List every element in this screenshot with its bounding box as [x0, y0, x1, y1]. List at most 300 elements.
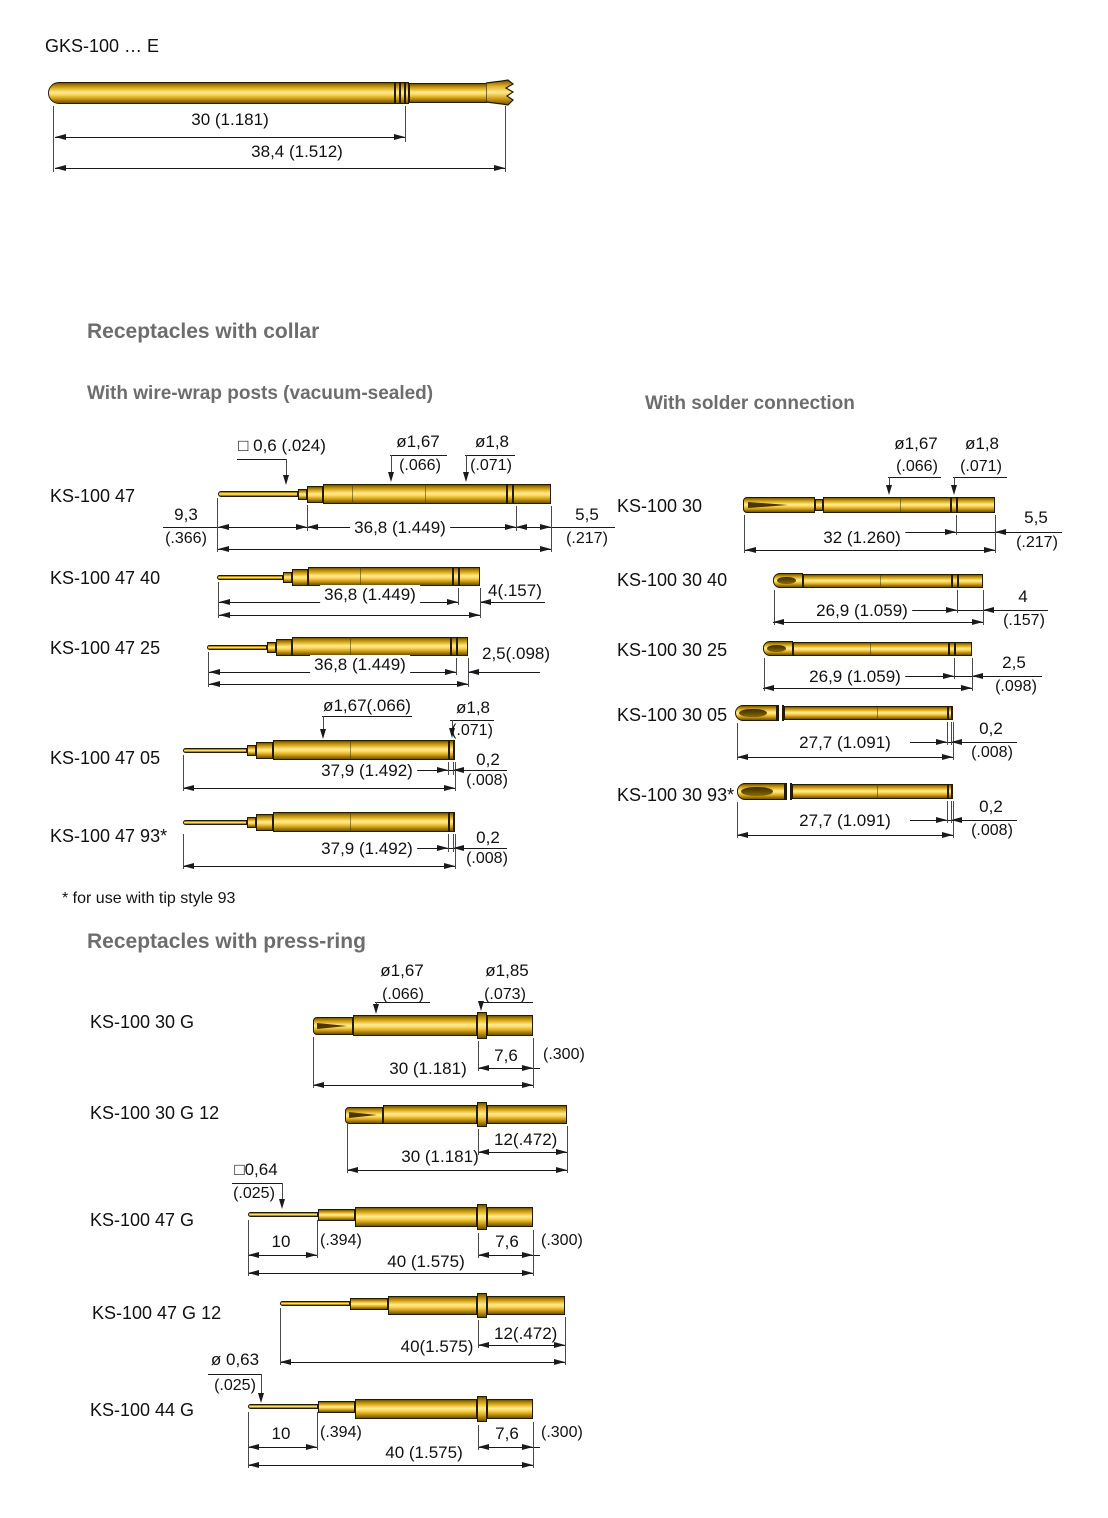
- dimension-arrow: [296, 524, 307, 530]
- footnote-tip-style: * for use with tip style 93: [62, 890, 236, 907]
- dim-text-ks10047g-dim_square: □0,64: [234, 1160, 278, 1179]
- dimension-arrow: [478, 1149, 489, 1155]
- extension-line: [448, 834, 449, 852]
- dimension-line: [280, 1362, 565, 1363]
- dim-text-ks10044g-dim_tail: 7,6: [495, 1424, 519, 1443]
- dimension-arrow: [306, 1444, 317, 1450]
- solder-slot: [777, 577, 796, 584]
- ring-line: [951, 706, 953, 720]
- dim-text-ks1003093-dim_tail: 0,2: [979, 797, 1003, 816]
- dimension-arrow: [522, 1252, 533, 1258]
- extension-line: [954, 658, 955, 679]
- dim-text-ks1004793-dim_body: 37,9 (1.492): [317, 839, 417, 858]
- extension-line: [957, 590, 958, 613]
- probe-label-ks1004793-label: KS-100 47 93*: [50, 826, 168, 846]
- solder-slot: [739, 709, 767, 717]
- heading-solder-connection: With solder connection: [645, 393, 855, 414]
- dim-text-ks10030-dia2: ø1,8: [964, 434, 1000, 453]
- heading-receptacles-press-ring: Receptacles with press-ring: [87, 930, 366, 953]
- dimension-arrow: [219, 612, 230, 618]
- dimension-arrow: [984, 547, 995, 553]
- dim-text-ks10030g12-dim_tail: 12(.472): [494, 1130, 558, 1149]
- dimension-arrow: [556, 1149, 567, 1155]
- dimension-arrow: [936, 739, 947, 745]
- probe-body: [323, 484, 551, 504]
- dim-text-ks10044g-dim_dia: ø 0,63: [210, 1350, 260, 1369]
- probe-label-ks1003025-label: KS-100 30 25: [617, 640, 728, 660]
- dim-text-ks10030g-dim_tail_in: (.300): [543, 1046, 585, 1063]
- dimension-arrow: [258, 1393, 264, 1403]
- dim-text-ks1003040-dim_body: 26,9 (1.059): [812, 601, 912, 620]
- dimension-arrow: [468, 669, 479, 675]
- dim-text-ks10044g-dim_post: 10: [271, 1424, 291, 1443]
- dim-text-ks1003005-dim_body: 27,7 (1.091): [795, 733, 895, 752]
- dim-text-ks1004793-dim_tail: 0,2: [476, 828, 500, 847]
- dim-text-ks10047-dia1_in: (.066): [399, 457, 441, 474]
- ring-line: [777, 705, 779, 721]
- dimension-line: [347, 1170, 567, 1171]
- probe-body: [477, 1293, 487, 1318]
- dimension-arrow: [447, 599, 458, 605]
- dimension-arrow: [763, 685, 774, 691]
- probe-body: [308, 567, 480, 586]
- dimension-arrow: [745, 547, 756, 553]
- dimension-arrow: [280, 1359, 291, 1365]
- probe-body: [283, 572, 292, 583]
- dim-text-ks1004725-dim_body: 36,8 (1.449): [310, 655, 410, 674]
- extension-line: [317, 1412, 318, 1450]
- dim-text-ks10030g-dia2: ø1,85: [485, 961, 529, 980]
- dimension-arrow: [522, 1270, 533, 1276]
- probe-body: [248, 1212, 318, 1217]
- dim-text-ks10047g-dim_post: 10: [271, 1232, 291, 1251]
- dimension-arrow: [505, 524, 516, 530]
- dim-text-ks1004725-dim_tail: 2,5(.098): [482, 644, 551, 663]
- extension-line: [565, 1317, 566, 1365]
- heading-wire-wrap-posts: With wire-wrap posts (vacuum-sealed): [87, 383, 434, 404]
- probe-body: [823, 497, 995, 513]
- probe-body: [355, 1399, 477, 1419]
- probe-body: [256, 814, 273, 831]
- probe-body: [487, 1105, 567, 1124]
- dimension-arrow: [943, 673, 954, 679]
- dimension-arrow: [737, 754, 748, 760]
- dimension-arrow: [995, 529, 1006, 535]
- seam-line: [880, 574, 881, 588]
- dimension-line: [55, 137, 405, 138]
- dim-text-ks10047g-dim_square_in: (.025): [233, 1185, 275, 1202]
- probe-body: [477, 1204, 487, 1230]
- dimension-arrow: [478, 1065, 489, 1071]
- dim-text-ks10030-dia2_in: (.071): [960, 458, 1002, 475]
- dimension-arrow: [540, 546, 551, 552]
- extension-line: [448, 762, 449, 775]
- dimension-arrow: [951, 485, 957, 495]
- dim-text-ks10047-dim_post: 9,3: [174, 505, 198, 524]
- dim-text-ks1004705-dim_body: 37,9 (1.492): [317, 761, 417, 780]
- dimension-arrow: [209, 669, 220, 675]
- dimension-arrow: [219, 599, 230, 605]
- dimension-line: [55, 168, 505, 169]
- dimension-arrow: [307, 524, 318, 530]
- extension-line: [248, 1412, 249, 1468]
- dimension-line: [478, 1345, 565, 1346]
- probe-label-ks1003093-label: KS-100 30 93*: [617, 785, 735, 805]
- probe-body: [217, 575, 283, 580]
- probe-body: [247, 817, 256, 828]
- dimension-arrow: [444, 785, 455, 791]
- dimension-arrow: [522, 1444, 533, 1450]
- dimension-arrow: [478, 1444, 489, 1450]
- probe-label-ks10030g-label: KS-100 30 G: [90, 1012, 195, 1032]
- seam-line: [350, 637, 351, 656]
- dimension-arrow: [463, 472, 469, 482]
- dimension-arrow: [522, 1462, 533, 1468]
- extension-line: [947, 801, 948, 823]
- ring-line: [448, 812, 450, 832]
- ring-line: [450, 637, 452, 656]
- seam-line: [352, 484, 353, 504]
- extension-line: [533, 1038, 534, 1088]
- probe-body: [256, 742, 273, 759]
- dimension-arrow: [283, 475, 289, 485]
- probe-body: [273, 740, 455, 760]
- dimension-arrow: [183, 863, 194, 869]
- extension-line: [551, 506, 552, 552]
- probe-body: [477, 1396, 487, 1422]
- dim-text-ks1003093-dim_tail_in: (.008): [971, 822, 1013, 839]
- dim-text-ks10030-dia1: ø1,67: [894, 434, 938, 453]
- probe-label-ks10047g12-label: KS-100 47 G 12: [92, 1303, 222, 1323]
- dimension-arrow: [951, 739, 962, 745]
- ring-line: [782, 705, 784, 721]
- probe-body: [292, 569, 308, 586]
- dim-text-ks10047-dim_body: 36,8 (1.449): [350, 518, 450, 537]
- probe-label-ks10047g-label: KS-100 47 G: [90, 1210, 195, 1230]
- dimension-arrow: [347, 1167, 358, 1173]
- probe-label-gks100e-label: GKS-100 … E: [45, 36, 160, 56]
- dim-text-ks10044g-dim_body: 40 (1.575): [385, 1443, 463, 1462]
- probe-body: [355, 1207, 477, 1227]
- probe-body: [487, 1015, 533, 1036]
- dim-text-ks1004705-dia2_in: (.071): [451, 722, 493, 739]
- extension-line: [505, 106, 506, 172]
- probe-body: [280, 1301, 350, 1306]
- ring-line: [785, 783, 787, 800]
- probe-body: [383, 1105, 477, 1124]
- dim-text-ks10047-dim_tail_in: (.217): [566, 530, 608, 547]
- dim-text-ks1003093-dim_body: 27,7 (1.091): [795, 811, 895, 830]
- dimension-arrow: [886, 485, 892, 495]
- dimension-arrow: [445, 669, 456, 675]
- dimension-arrow: [540, 524, 551, 530]
- dim-text-ks10047g-dim_tail: 7,6: [495, 1232, 519, 1251]
- dimension-arrow: [936, 817, 947, 823]
- dim-text-ks10047-dia2_in: (.071): [470, 457, 512, 474]
- dim-text-ks10030-dim_tail_in: (.217): [1016, 534, 1058, 551]
- probe-body: [207, 645, 267, 650]
- dim-text-ks10030-dim_tail: 5,5: [1024, 508, 1048, 527]
- extension-line: [53, 106, 54, 172]
- ring-line: [951, 574, 953, 588]
- probe-body: [477, 1012, 487, 1039]
- dim-text-ks1004793-dim_tail_in: (.008): [466, 850, 508, 867]
- extension-line: [567, 1126, 568, 1173]
- dimension-line: [888, 477, 941, 478]
- probe-label-ks10044g-label: KS-100 44 G: [90, 1400, 195, 1420]
- dimension-arrow: [945, 529, 956, 535]
- dimension-arrow: [218, 546, 229, 552]
- dimension-line: [248, 1273, 533, 1274]
- probe-label-ks10030g12-label: KS-100 30 G 12: [90, 1103, 220, 1123]
- extension-line: [458, 588, 459, 605]
- dimension-arrow: [946, 607, 957, 613]
- dimension-arrow: [773, 619, 784, 625]
- probe-label-ks10047-label: KS-100 47: [50, 486, 136, 506]
- extension-line: [455, 834, 456, 869]
- ring-line: [506, 484, 508, 504]
- probe-body: [267, 642, 276, 653]
- dim-text-ks10030-dim_body: 32 (1.260): [819, 528, 905, 547]
- probe-body: [350, 1298, 388, 1310]
- ring-line: [947, 706, 949, 720]
- seam-line: [425, 484, 426, 504]
- dimension-arrow: [218, 524, 229, 530]
- dim-text-ks1004705-dia1: ø1,67(.066): [323, 696, 411, 715]
- dimension-arrow: [55, 165, 66, 171]
- probe-body: [218, 491, 298, 497]
- dimension-line: [745, 550, 995, 551]
- probe-body: [487, 1296, 565, 1315]
- solder-slot: [767, 645, 786, 652]
- probe-body: [273, 812, 455, 832]
- dimension-arrow: [209, 681, 220, 687]
- dimension-line: [183, 788, 455, 789]
- dimension-arrow: [248, 1252, 259, 1258]
- dim-text-ks10030g-dia1: ø1,67: [380, 961, 424, 980]
- dim-text-ks10030g-dim_tail: 7,6: [494, 1046, 518, 1065]
- seam-line: [360, 567, 361, 586]
- ring-line: [950, 497, 952, 513]
- dim-text-ks1004705-dia2: ø1,8: [455, 698, 491, 717]
- extension-line: [313, 1037, 314, 1088]
- dimension-line: [322, 716, 412, 717]
- ring-line: [452, 567, 454, 586]
- dimension-arrow: [320, 729, 326, 739]
- probe-body: [784, 706, 953, 720]
- dimension-line: [209, 684, 468, 685]
- extension-line: [533, 1230, 534, 1276]
- dimension-arrow: [55, 134, 66, 140]
- dimension-line: [478, 1152, 567, 1153]
- dimension-arrow: [554, 1359, 565, 1365]
- dimension-arrow: [522, 1065, 533, 1071]
- dim-text-ks10030g-dia2_in: (.073): [484, 986, 526, 1003]
- seam-line: [350, 812, 351, 832]
- probe-body: [248, 1404, 318, 1409]
- dimension-arrow: [961, 685, 972, 691]
- probe-body: [353, 1015, 477, 1036]
- probe-body: [395, 82, 409, 104]
- probe-body: [298, 489, 307, 500]
- probe-label-ks1004725-label: KS-100 47 25: [50, 638, 161, 658]
- probe-body: [487, 1207, 533, 1227]
- dimension-line: [219, 615, 480, 616]
- probe-label-ks1004705-label: KS-100 47 05: [50, 748, 161, 768]
- seam-line: [900, 497, 901, 513]
- dimension-arrow: [457, 681, 468, 687]
- dimension-arrow: [951, 817, 962, 823]
- dimension-arrow: [248, 1444, 259, 1450]
- dim-text-ks10047-dia2: ø1,8: [474, 432, 510, 451]
- dim-text-ks1003040-dim_tail_in: (.157): [1003, 612, 1045, 629]
- ring-line: [948, 642, 950, 656]
- probe-body: [318, 1209, 355, 1221]
- dim-text-ks1003025-dim_body: 26,9 (1.059): [805, 667, 905, 686]
- probe-body: [307, 486, 323, 503]
- dim-text-ks10047g-dim_tail_in: (.300): [541, 1232, 583, 1249]
- dim-text-ks1003025-dim_tail_in: (.098): [995, 678, 1037, 695]
- solder-slot: [741, 787, 773, 796]
- ring-line: [951, 784, 953, 799]
- dimension-arrow: [942, 832, 953, 838]
- ring-line: [512, 484, 514, 504]
- probe-body: [487, 1399, 533, 1419]
- probe-body: [276, 639, 292, 656]
- ring-line: [404, 83, 406, 103]
- dimension-line: [313, 1085, 533, 1086]
- dim-text-ks10030-dia1_in: (.066): [896, 458, 938, 475]
- probe-label-ks1003040-label: KS-100 30 40: [617, 570, 728, 590]
- dimension-arrow: [183, 785, 194, 791]
- dimension-line: [218, 549, 551, 550]
- heading-receptacles-with-collar: Receptacles with collar: [87, 320, 320, 343]
- dimension-line: [737, 757, 953, 758]
- dimension-arrow: [478, 1342, 489, 1348]
- dim-text-ks1003005-dim_tail_in: (.008): [971, 744, 1013, 761]
- seam-line: [877, 706, 878, 720]
- dim-text-ks10047-dim_post_in: (.366): [165, 530, 207, 547]
- dimension-line: [773, 622, 983, 623]
- ring-line: [453, 812, 455, 832]
- probe-body: [792, 784, 953, 799]
- dim-text-ks10030g-dia1_in: (.066): [382, 986, 424, 1003]
- dimension-arrow: [522, 1082, 533, 1088]
- dimension-line: [208, 1374, 262, 1375]
- dimension-arrow: [279, 1199, 285, 1209]
- extension-line: [947, 722, 948, 745]
- crown-tip: [486, 79, 514, 107]
- dim-text-ks1003025-dim_tail: 2,5: [1002, 653, 1026, 672]
- ring-line: [957, 574, 959, 588]
- probe-body: [48, 82, 395, 104]
- dimension-arrow: [306, 1252, 317, 1258]
- dimension-arrow: [972, 619, 983, 625]
- dimension-line: [248, 1465, 533, 1466]
- dimension-arrow: [983, 607, 994, 613]
- dimension-arrow: [394, 134, 405, 140]
- dimension-arrow: [313, 1082, 324, 1088]
- ring-line: [399, 83, 401, 103]
- dimension-arrow: [478, 1252, 489, 1258]
- dimension-arrow: [444, 863, 455, 869]
- ring-line: [956, 497, 958, 513]
- dim-text-ks10047-dim_tail: 5,5: [575, 505, 599, 524]
- extension-line: [956, 515, 957, 535]
- dim-text-ks10047g12-dim_body: 40(1.575): [400, 1337, 474, 1356]
- dimension-arrow: [248, 1462, 259, 1468]
- dimension-line: [763, 688, 972, 689]
- seam-line: [350, 740, 351, 760]
- dimension-arrow: [437, 767, 448, 773]
- dim-text-ks1004705-dim_tail_in: (.008): [466, 772, 508, 789]
- dimension-arrow: [453, 845, 464, 851]
- dimension-arrow: [478, 1001, 484, 1011]
- probe-body: [292, 637, 468, 656]
- dimension-arrow: [453, 767, 464, 773]
- ring-line: [456, 637, 458, 656]
- dimension-arrow: [388, 472, 394, 482]
- dim-text-ks10044g-dim_post_in: (.394): [320, 1424, 362, 1441]
- probe-body: [803, 574, 983, 588]
- dim-text-ks1003040-dim_tail: 4: [1018, 587, 1028, 606]
- ring-line: [448, 740, 450, 760]
- dim-text-ks10047g-dim_post_in: (.394): [320, 1232, 362, 1249]
- ring-line: [954, 642, 956, 656]
- dim-text-ks1004740-dim_tail: 4(.157): [488, 581, 542, 600]
- dimension-arrow: [437, 845, 448, 851]
- seam-line: [877, 784, 878, 799]
- probe-body: [318, 1401, 355, 1413]
- extension-line: [280, 1308, 281, 1365]
- ring-line: [458, 567, 460, 586]
- probe-body: [409, 83, 487, 103]
- probe-body: [247, 745, 256, 756]
- probe-body: [793, 642, 972, 656]
- dimension-line: [953, 477, 1007, 478]
- dim-text-ks10044g-dim_dia_in: (.025): [214, 1377, 256, 1394]
- dimension-arrow: [373, 1004, 379, 1014]
- dimension-arrow: [248, 1270, 259, 1276]
- extension-line: [405, 106, 406, 142]
- dim-text-ks10030g-dim_body: 30 (1.181): [389, 1059, 467, 1078]
- dimension-arrow: [556, 1167, 567, 1173]
- dim-text-ks1004740-dim_body: 36,8 (1.449): [320, 585, 420, 604]
- dim-text-ks10030g12-dim_body: 30 (1.181): [401, 1147, 479, 1166]
- dimension-line: [237, 459, 287, 460]
- probe-label-ks10030-label: KS-100 30: [617, 496, 703, 516]
- dimension-arrow: [469, 612, 480, 618]
- probe-body: [183, 748, 247, 753]
- probe-body: [183, 820, 247, 825]
- dimension-arrow: [972, 673, 983, 679]
- probe-label-ks1003005-label: KS-100 30 05: [617, 705, 728, 725]
- dimension-arrow: [737, 832, 748, 838]
- extension-line: [317, 1220, 318, 1258]
- dimension-arrow: [516, 524, 527, 530]
- dim-text-ks1003005-dim_tail: 0,2: [979, 719, 1003, 738]
- extension-line: [533, 1422, 534, 1468]
- probe-body: [388, 1296, 477, 1315]
- dim-text-ks1004705-dim_tail: 0,2: [476, 750, 500, 769]
- dim-text-ks10047-dia1: ø1,67: [396, 432, 440, 451]
- ring-line: [790, 783, 792, 800]
- dimension-arrow: [494, 165, 505, 171]
- dim-text-gks100e-dim_len_inner: 30 (1.181): [191, 110, 269, 129]
- probe-label-ks1004740-label: KS-100 47 40: [50, 568, 161, 588]
- dim-text-ks10047g12-dim_tail: 12(.472): [494, 1324, 558, 1343]
- dim-text-gks100e-dim_len_total: 38,4 (1.512): [251, 142, 343, 161]
